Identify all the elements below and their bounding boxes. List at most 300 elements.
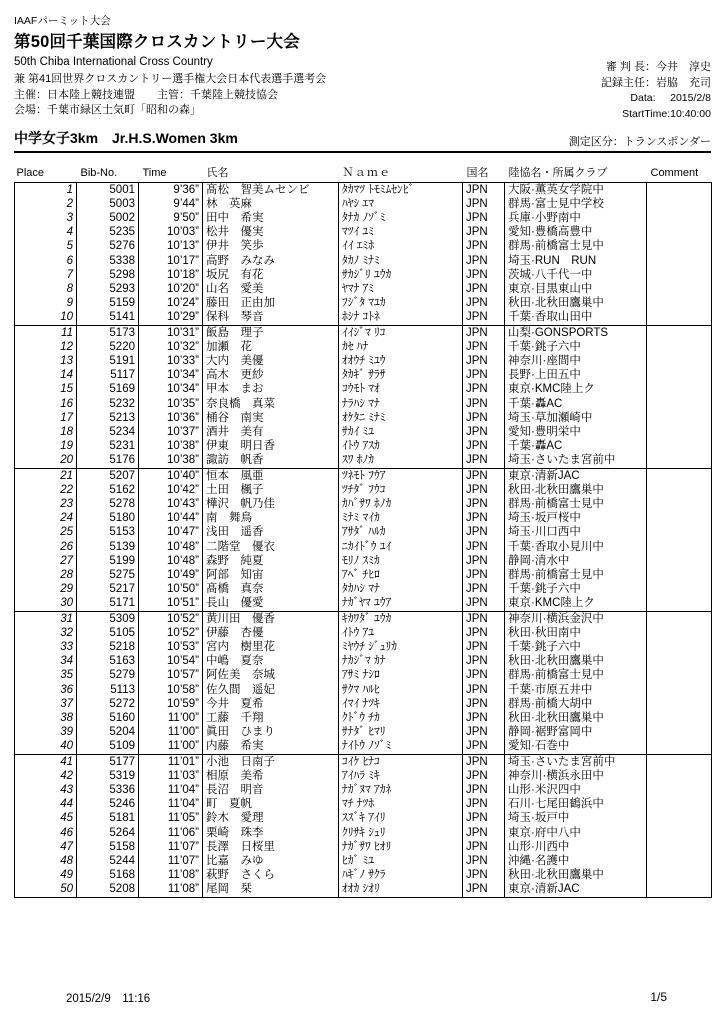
cell-comment <box>647 711 712 725</box>
cell-place: 22 <box>15 483 77 497</box>
cell-bib: 5169 <box>77 382 139 396</box>
cell-name-jp: 保科 琴音 <box>203 310 339 325</box>
cell-country: JPN <box>463 397 505 411</box>
cell-name-jp: 鈴木 愛理 <box>203 811 339 825</box>
cell-name-jp: 加瀬 花 <box>203 340 339 354</box>
cell-bib: 5109 <box>77 739 139 754</box>
event-date-value: 2015/2/8 <box>670 92 711 104</box>
results-group <box>15 754 712 897</box>
cell-name-en: ｸﾄﾞｳ ﾁｶ <box>339 711 463 725</box>
cell-club: 東京·府中八中 <box>505 826 647 840</box>
cell-time: 11’00” <box>139 739 203 754</box>
table-row <box>15 425 712 439</box>
print-timestamp: 2015/2/9 11:16 <box>66 993 151 1005</box>
cell-comment <box>647 325 712 340</box>
cell-name-jp: 小池 日南子 <box>203 754 339 769</box>
cell-country: JPN <box>463 225 505 239</box>
cell-name-jp: 森野 純夏 <box>203 554 339 568</box>
cell-name-en: ｶﾊﾞｻﾜ ﾎﾉｶ <box>339 497 463 511</box>
cell-bib: 5171 <box>77 596 139 611</box>
cell-bib: 5105 <box>77 626 139 640</box>
cell-club: 兵庫·小野南中 <box>505 211 647 225</box>
cell-bib: 5181 <box>77 811 139 825</box>
cell-name-en: ﾎｼﾅ ｺﾄﾈ <box>339 310 463 325</box>
cell-name-jp: 樺沢 帆乃佳 <box>203 497 339 511</box>
cell-place: 48 <box>15 854 77 868</box>
cell-name-en: ﾐﾔｳﾁ ｼﾞｭﾘｶ <box>339 640 463 654</box>
cell-name-en: ｱｲﾊﾗ ﾐｷ <box>339 769 463 783</box>
cell-name-en: ﾌｼﾞﾀ ﾏﾕｶ <box>339 296 463 310</box>
cell-country: JPN <box>463 239 505 253</box>
cell-time: 10’48” <box>139 540 203 554</box>
venue-line: 会場：千葉市緑区土気町「昭和の森」 <box>14 104 201 116</box>
results-group <box>15 182 712 325</box>
cell-bib: 5336 <box>77 783 139 797</box>
cell-name-jp: 長沼 明音 <box>203 783 339 797</box>
event-title-en: 50th Chiba International Cross Country <box>14 56 213 68</box>
cell-country: JPN <box>463 340 505 354</box>
cell-place: 2 <box>15 197 77 211</box>
table-row <box>15 554 712 568</box>
cell-time: 11’06” <box>139 826 203 840</box>
results-group <box>15 611 712 754</box>
cell-name-en: ﾏﾁ ﾅﾂﾎ <box>339 797 463 811</box>
cell-club: 秋田·北秋田鷹巣中 <box>505 483 647 497</box>
cell-club: 千葉·轟AC <box>505 397 647 411</box>
header-row <box>15 166 712 183</box>
cell-bib: 5276 <box>77 239 139 253</box>
cell-comment <box>647 868 712 882</box>
cell-country: JPN <box>463 683 505 697</box>
organizer-line: 主催：日本陸上競技連盟 主管：千葉陸上競技協会 <box>14 88 278 101</box>
table-row <box>15 525 712 539</box>
cell-name-en: ｶｾ ﾊﾅ <box>339 340 463 354</box>
cell-name-jp: 高木 更紗 <box>203 368 339 382</box>
cell-country: JPN <box>463 382 505 396</box>
table-row <box>15 783 712 797</box>
cell-comment <box>647 254 712 268</box>
cell-name-jp: 町 夏帆 <box>203 797 339 811</box>
table-row <box>15 511 712 525</box>
cell-time: 10’33” <box>139 354 203 368</box>
cell-comment <box>647 425 712 439</box>
table-row <box>15 483 712 497</box>
cell-country: JPN <box>463 711 505 725</box>
cell-name-jp: 長山 優愛 <box>203 596 339 611</box>
cell-name-en: ｱｻﾀﾞ ﾊﾙｶ <box>339 525 463 539</box>
table-row <box>15 754 712 769</box>
cell-country: JPN <box>463 725 505 739</box>
cell-name-en: ｱｻﾐ ﾅｼﾛ <box>339 668 463 682</box>
cell-comment <box>647 826 712 840</box>
cell-club: 静岡·清水中 <box>505 554 647 568</box>
cell-name-jp: 萩野 さくら <box>203 868 339 882</box>
cell-comment <box>647 354 712 368</box>
cell-name-en: ｲﾏｲ ﾅﾂｷ <box>339 697 463 711</box>
cell-comment <box>647 754 712 769</box>
cell-club: 茨城·八千代一中 <box>505 268 647 282</box>
cell-name-en: ﾀｶﾏﾂ ﾄﾓﾐﾑｾﾝﾋﾞ <box>339 182 463 197</box>
cell-bib: 5298 <box>77 268 139 282</box>
cell-place: 18 <box>15 425 77 439</box>
table-row <box>15 397 712 411</box>
cell-time: 10’31” <box>139 325 203 340</box>
cell-name-en: ｻﾅﾀﾞ ﾋﾏﾘ <box>339 725 463 739</box>
cell-country: JPN <box>463 425 505 439</box>
cell-place: 47 <box>15 840 77 854</box>
cell-name-en: ｽｽﾞｷ ｱｲﾘ <box>339 811 463 825</box>
cell-club: 千葉·轟AC <box>505 439 647 453</box>
table-row <box>15 411 712 425</box>
cell-place: 29 <box>15 582 77 596</box>
cell-name-en: ﾆｶｲﾄﾞｳ ﾕｲ <box>339 540 463 554</box>
cell-name-en: ｺｳﾓﾄ ﾏｵ <box>339 382 463 396</box>
cell-name-en: ﾀｶｷﾞ ｻﾗｻ <box>339 368 463 382</box>
cell-time: 10’38” <box>139 439 203 453</box>
cell-time: 10’37” <box>139 425 203 439</box>
cell-club: 埼玉·坂戸桜中 <box>505 511 647 525</box>
cell-bib: 5002 <box>77 211 139 225</box>
cell-club: 千葉·市原五井中 <box>505 683 647 697</box>
cell-name-en: ﾂﾈﾓﾄ ﾌｳｱ <box>339 468 463 483</box>
cell-country: JPN <box>463 182 505 197</box>
cell-name-en: ｲｲｼﾞﾏ ﾘｺ <box>339 325 463 340</box>
cell-place: 7 <box>15 268 77 282</box>
cell-place: 49 <box>15 868 77 882</box>
cell-club: 石川·七尾田鶴浜中 <box>505 797 647 811</box>
cell-country: JPN <box>463 483 505 497</box>
cell-place: 37 <box>15 697 77 711</box>
cell-bib: 5139 <box>77 540 139 554</box>
cell-comment <box>647 397 712 411</box>
cell-name-jp: 内藤 希実 <box>203 739 339 754</box>
cell-bib: 5176 <box>77 453 139 468</box>
cell-bib: 5279 <box>77 668 139 682</box>
cell-place: 30 <box>15 596 77 611</box>
cell-name-jp: 伊藤 杏優 <box>203 626 339 640</box>
cell-time: 11’08” <box>139 868 203 882</box>
cell-name-en: ｲﾄｳ ｱｽｶ <box>339 439 463 453</box>
cell-name-en: ﾅｶﾞｻﾜ ﾋｵﾘ <box>339 840 463 854</box>
cell-club: 山形·米沢四中 <box>505 783 647 797</box>
cell-place: 24 <box>15 511 77 525</box>
recorder-line: 記録主任：岩脇 充司 <box>601 76 711 89</box>
cell-place: 40 <box>15 739 77 754</box>
category-title: 中学女子3km Jr.H.S.Women 3km <box>14 129 238 146</box>
cell-place: 9 <box>15 296 77 310</box>
cell-name-jp: 中嶋 夏奈 <box>203 654 339 668</box>
cell-place: 3 <box>15 211 77 225</box>
cell-comment <box>647 439 712 453</box>
cell-place: 41 <box>15 754 77 769</box>
table-row <box>15 725 712 739</box>
cell-time: 10’50” <box>139 582 203 596</box>
cell-place: 21 <box>15 468 77 483</box>
cell-country: JPN <box>463 668 505 682</box>
cell-name-jp: 大内 美優 <box>203 354 339 368</box>
cell-place: 33 <box>15 640 77 654</box>
cell-country: JPN <box>463 296 505 310</box>
cell-comment <box>647 811 712 825</box>
cell-bib: 5293 <box>77 282 139 296</box>
col-header-time: Time <box>142 166 167 179</box>
cell-name-en: ｵｹﾀﾆ ﾐﾅﾐ <box>339 411 463 425</box>
cell-name-en: ｷｶﾜﾀﾞ ﾕｳｶ <box>339 611 463 626</box>
cell-comment <box>647 497 712 511</box>
cell-time: 10’43” <box>139 497 203 511</box>
cell-club: 埼玉·坂戸中 <box>505 811 647 825</box>
cell-country: JPN <box>463 439 505 453</box>
cell-place: 42 <box>15 769 77 783</box>
cell-comment <box>647 411 712 425</box>
table-row <box>15 453 712 468</box>
cell-time: 10’47” <box>139 525 203 539</box>
col-header-place: Place <box>16 166 45 179</box>
cell-bib: 5113 <box>77 683 139 697</box>
cell-comment <box>647 640 712 654</box>
cell-time: 10’35” <box>139 397 203 411</box>
cell-name-jp: 諏訪 帆香 <box>203 453 339 468</box>
table-row <box>15 282 712 296</box>
cell-club: 群馬·富士見中学校 <box>505 197 647 211</box>
cell-club: 秋田·北秋田鷹巣中 <box>505 711 647 725</box>
cell-time: 10’18” <box>139 268 203 282</box>
cell-name-jp: 髙松 智美ムセンビ <box>203 182 339 197</box>
cell-name-jp: 阿佐美 奈城 <box>203 668 339 682</box>
cell-time: 11’01” <box>139 754 203 769</box>
event-title-jp: 第50回千葉国際クロスカントリー大会 <box>14 33 300 51</box>
cell-name-en: ｲｲ ｴﾐﾎ <box>339 239 463 253</box>
cell-country: JPN <box>463 697 505 711</box>
cell-time: 9’50” <box>139 211 203 225</box>
cell-comment <box>647 697 712 711</box>
table-row <box>15 640 712 654</box>
cell-bib: 5319 <box>77 769 139 783</box>
cell-club: 秋田·北秋田鷹巣中 <box>505 654 647 668</box>
cell-time: 11’07” <box>139 854 203 868</box>
table-row <box>15 340 712 354</box>
table-row <box>15 654 712 668</box>
cell-place: 12 <box>15 340 77 354</box>
cell-comment <box>647 468 712 483</box>
cell-name-jp: 坂尻 有花 <box>203 268 339 282</box>
cell-comment <box>647 654 712 668</box>
cell-comment <box>647 540 712 554</box>
cell-country: JPN <box>463 511 505 525</box>
table-row <box>15 310 712 325</box>
cell-comment <box>647 211 712 225</box>
cell-time: 10’54” <box>139 654 203 668</box>
cell-club: 沖縄·名護中 <box>505 854 647 868</box>
cell-time: 9’44” <box>139 197 203 211</box>
cell-comment <box>647 797 712 811</box>
cell-name-jp: 飯島 理子 <box>203 325 339 340</box>
cell-comment <box>647 582 712 596</box>
cell-place: 15 <box>15 382 77 396</box>
cell-bib: 5177 <box>77 754 139 769</box>
cell-comment <box>647 568 712 582</box>
table-row <box>15 568 712 582</box>
cell-country: JPN <box>463 310 505 325</box>
cell-place: 19 <box>15 439 77 453</box>
cell-name-jp: 田中 希実 <box>203 211 339 225</box>
cell-place: 36 <box>15 683 77 697</box>
table-row <box>15 854 712 868</box>
cell-comment <box>647 725 712 739</box>
cell-name-jp: 土田 楓子 <box>203 483 339 497</box>
cell-bib: 5191 <box>77 354 139 368</box>
cell-bib: 5231 <box>77 439 139 453</box>
cell-club: 秋田·北秋田鷹巣中 <box>505 296 647 310</box>
cell-bib: 5158 <box>77 840 139 854</box>
table-row <box>15 268 712 282</box>
cell-name-jp: 眞田 ひまり <box>203 725 339 739</box>
cell-name-en: ｵｵｶ ｼｵﾘ <box>339 882 463 897</box>
cell-name-jp: 栗崎 珠李 <box>203 826 339 840</box>
cell-comment <box>647 197 712 211</box>
cell-name-en: ﾀﾅｶ ﾉｿﾞﾐ <box>339 211 463 225</box>
cell-bib: 5163 <box>77 654 139 668</box>
cell-name-en: ﾓﾘﾉ ｽﾐｶ <box>339 554 463 568</box>
cell-name-jp: 佐久間 遥妃 <box>203 683 339 697</box>
cell-comment <box>647 310 712 325</box>
cell-time: 10’13” <box>139 239 203 253</box>
cell-place: 6 <box>15 254 77 268</box>
cell-time: 11’00” <box>139 725 203 739</box>
cell-name-jp: 甲本 まお <box>203 382 339 396</box>
cell-name-jp: 桶谷 南実 <box>203 411 339 425</box>
cell-place: 50 <box>15 882 77 897</box>
cell-country: JPN <box>463 268 505 282</box>
cell-country: JPN <box>463 197 505 211</box>
cell-name-jp: 髙橋 真奈 <box>203 582 339 596</box>
cell-name-en: ｻｶｲ ﾐﾕ <box>339 425 463 439</box>
cell-place: 35 <box>15 668 77 682</box>
cell-comment <box>647 239 712 253</box>
cell-club: 群馬·前橋富士見中 <box>505 497 647 511</box>
cell-comment <box>647 683 712 697</box>
cell-name-jp: 南 舞鳥 <box>203 511 339 525</box>
cell-club: 愛知·石巻中 <box>505 739 647 754</box>
table-row <box>15 697 712 711</box>
cell-time: 10’17” <box>139 254 203 268</box>
cell-country: JPN <box>463 739 505 754</box>
cell-comment <box>647 769 712 783</box>
document-header <box>14 0 711 153</box>
cell-time: 10’44” <box>139 511 203 525</box>
table-row <box>15 368 712 382</box>
start-time-line: StartTime:10:40:00 <box>622 107 711 120</box>
cell-name-en: ｵｵｳﾁ ﾐﾕｳ <box>339 354 463 368</box>
table-row <box>15 596 712 611</box>
cell-club: 千葉·銚子六中 <box>505 340 647 354</box>
table-row <box>15 439 712 453</box>
cell-club: 群馬·前橋富士見中 <box>505 668 647 682</box>
cell-name-en: ﾅｶﾞﾔﾏ ﾕｳｱ <box>339 596 463 611</box>
table-row <box>15 826 712 840</box>
cell-place: 20 <box>15 453 77 468</box>
page-number: 1/5 <box>650 990 667 1004</box>
cell-comment <box>647 840 712 854</box>
col-header-bib: Bib-No. <box>80 166 118 179</box>
cell-bib: 5272 <box>77 697 139 711</box>
cell-country: JPN <box>463 282 505 296</box>
cell-comment <box>647 453 712 468</box>
cell-country: JPN <box>463 611 505 626</box>
cell-club: 東京·清新JAC <box>505 882 647 897</box>
cell-time: 10’29” <box>139 310 203 325</box>
cell-country: JPN <box>463 497 505 511</box>
cell-club: 神奈川·横浜永田中 <box>505 769 647 783</box>
cell-country: JPN <box>463 368 505 382</box>
cell-name-en: ｽﾜ ﾎﾉｶ <box>339 453 463 468</box>
event-date-label: Data: <box>630 92 656 104</box>
cell-name-jp: 尾岡 栞 <box>203 882 339 897</box>
cell-name-jp: 高野 みなみ <box>203 254 339 268</box>
cell-time: 10’58” <box>139 683 203 697</box>
cell-club: 千葉·香取山田中 <box>505 310 647 325</box>
cell-club: 大阪·薫英女学院中 <box>505 182 647 197</box>
table-row <box>15 683 712 697</box>
cell-name-en: ﾔﾏﾅ ｱﾐ <box>339 282 463 296</box>
cell-bib: 5180 <box>77 511 139 525</box>
cell-name-jp: 今井 夏希 <box>203 697 339 711</box>
cell-bib: 5220 <box>77 340 139 354</box>
cell-name-en: ｻｶｼﾞﾘ ﾕｳｶ <box>339 268 463 282</box>
cell-comment <box>647 525 712 539</box>
table-row <box>15 611 712 626</box>
cell-club: 神奈川·座間中 <box>505 354 647 368</box>
cell-country: JPN <box>463 468 505 483</box>
cell-country: JPN <box>463 754 505 769</box>
cell-place: 16 <box>15 397 77 411</box>
cell-place: 45 <box>15 811 77 825</box>
cell-comment <box>647 611 712 626</box>
cell-time: 10’52” <box>139 626 203 640</box>
cell-club: 千葉·銚子六中 <box>505 582 647 596</box>
cell-place: 32 <box>15 626 77 640</box>
table-row <box>15 868 712 882</box>
cell-place: 8 <box>15 282 77 296</box>
table-row <box>15 668 712 682</box>
table-row <box>15 626 712 640</box>
cell-time: 11’04” <box>139 783 203 797</box>
cell-name-en: ﾅﾗﾊｼ ﾏﾅ <box>339 397 463 411</box>
cell-country: JPN <box>463 797 505 811</box>
table-row <box>15 211 712 225</box>
cell-place: 38 <box>15 711 77 725</box>
cell-place: 43 <box>15 783 77 797</box>
permit-label: IAAFパーミット大会 <box>14 15 111 27</box>
cell-comment <box>647 368 712 382</box>
cell-club: 東京·KMC陸上ク <box>505 596 647 611</box>
cell-club: 東京·目黒東山中 <box>505 282 647 296</box>
cell-name-en: ﾂﾁﾀﾞ ﾌｳｺ <box>339 483 463 497</box>
cell-comment <box>647 739 712 754</box>
cell-name-jp: 酒井 美有 <box>203 425 339 439</box>
cell-place: 39 <box>15 725 77 739</box>
cell-country: JPN <box>463 540 505 554</box>
cell-comment <box>647 296 712 310</box>
results-table-head <box>15 166 712 183</box>
cell-name-jp: 伊井 笑歩 <box>203 239 339 253</box>
table-row <box>15 225 712 239</box>
cell-club: 埼玉·川口西中 <box>505 525 647 539</box>
cell-place: 14 <box>15 368 77 382</box>
cell-country: JPN <box>463 453 505 468</box>
cell-comment <box>647 282 712 296</box>
qualifier-line: 兼 第41回世界クロスカントリー選手権大会日本代表選手選考会 <box>14 73 327 85</box>
